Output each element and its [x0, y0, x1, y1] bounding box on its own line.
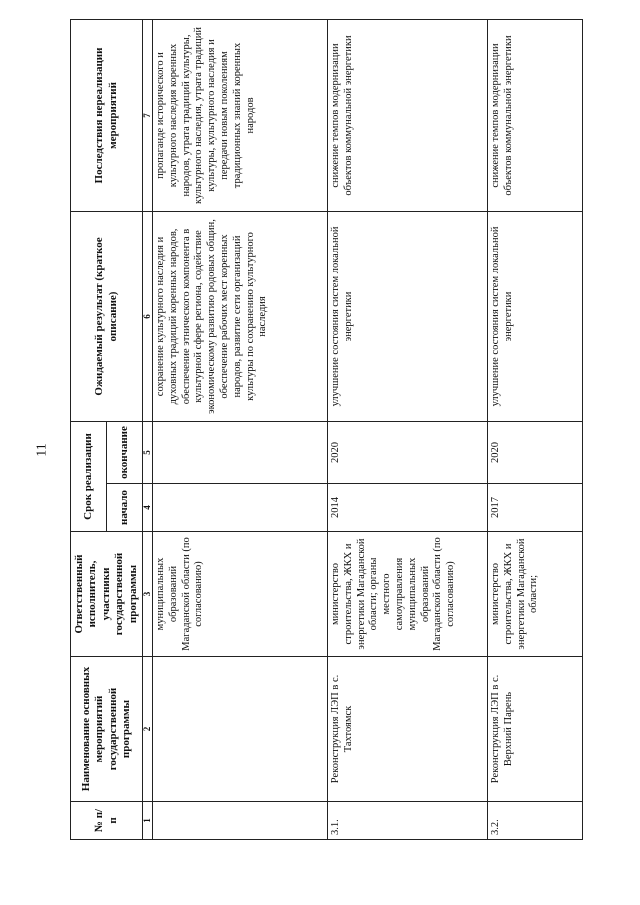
column-number-row	[143, 19, 153, 839]
header-name: Наименование основных мероприятий государственной программы	[71, 657, 143, 802]
row-end: 2020	[328, 421, 488, 483]
row-executor: министерство строительства, ЖКХ и энергетики Магаданской области;	[488, 532, 583, 657]
header-period: Срок реализации	[71, 421, 107, 531]
col-number: 4	[143, 484, 153, 532]
row-result: сохранение культурного наследия и духовных традиций коренных народов, обеспечение этнического компонента в культурной сфере региона, содействие экономическому развитию родовых общин, обеспечение рабочих мест коренных народов, развитие сети организаций культуры по сохранению культурного наследия	[153, 211, 328, 421]
row-num: 3.2.	[488, 802, 583, 840]
table-row	[488, 19, 583, 839]
col-number: 1	[143, 802, 153, 840]
row-start	[153, 484, 328, 532]
col-number: 5	[143, 421, 153, 483]
row-consequences: пропаганде исторического и культурного наследия коренных народов, утрата традиций культуры, культурного наследия, утрата традиций культуры, культурного наследия и передачи новым поколениям традиционных знаний коренных народов	[153, 19, 328, 211]
col-number: 7	[143, 19, 153, 211]
row-name: Реконструкция ЛЭП в с. Верхний Парень	[488, 657, 583, 802]
row-executor: министерство строительства, ЖКХ и энергетики Магаданской области; органы местного самоуправления муниципальных образований Магаданской области (по согласованию)	[328, 532, 488, 657]
row-name	[153, 657, 328, 802]
program-table-container	[70, 20, 590, 840]
row-start: 2014	[328, 484, 488, 532]
header-consequences: Последствия нереализации мероприятий	[71, 19, 143, 211]
header-row	[71, 19, 107, 839]
row-result: улучшение состояния систем локальной энергетики	[328, 211, 488, 421]
table-row	[153, 19, 328, 839]
header-start: начало	[107, 484, 143, 532]
header-executor: Ответственный исполнитель, участники государственной программы	[71, 532, 143, 657]
header-end: окончание	[107, 421, 143, 483]
row-executor: муниципальных образований Магаданской области (по согласованию)	[153, 532, 328, 657]
header-num: № п/п	[71, 802, 143, 840]
col-number: 2	[143, 657, 153, 802]
row-name: Реконструкция ЛЭП в с. Тахтоямск	[328, 657, 488, 802]
row-result: улучшение состояния систем локальной энергетики	[488, 211, 583, 421]
page-number	[33, 435, 53, 465]
page-number-text: 11	[34, 443, 50, 457]
row-consequences: снижение темпов модернизации объектов коммунальной энергетики	[328, 19, 488, 211]
row-end	[153, 421, 328, 483]
row-end: 2020	[488, 421, 583, 483]
program-measures-table	[70, 19, 583, 840]
header-result: Ожидаемый результат (краткое описание)	[71, 211, 143, 421]
row-start: 2017	[488, 484, 583, 532]
row-num	[153, 802, 328, 840]
row-consequences: снижение темпов модернизации объектов коммунальной энергетики	[488, 19, 583, 211]
row-num: 3.1.	[328, 802, 488, 840]
table-row	[328, 19, 488, 839]
col-number: 3	[143, 532, 153, 657]
col-number: 6	[143, 211, 153, 421]
